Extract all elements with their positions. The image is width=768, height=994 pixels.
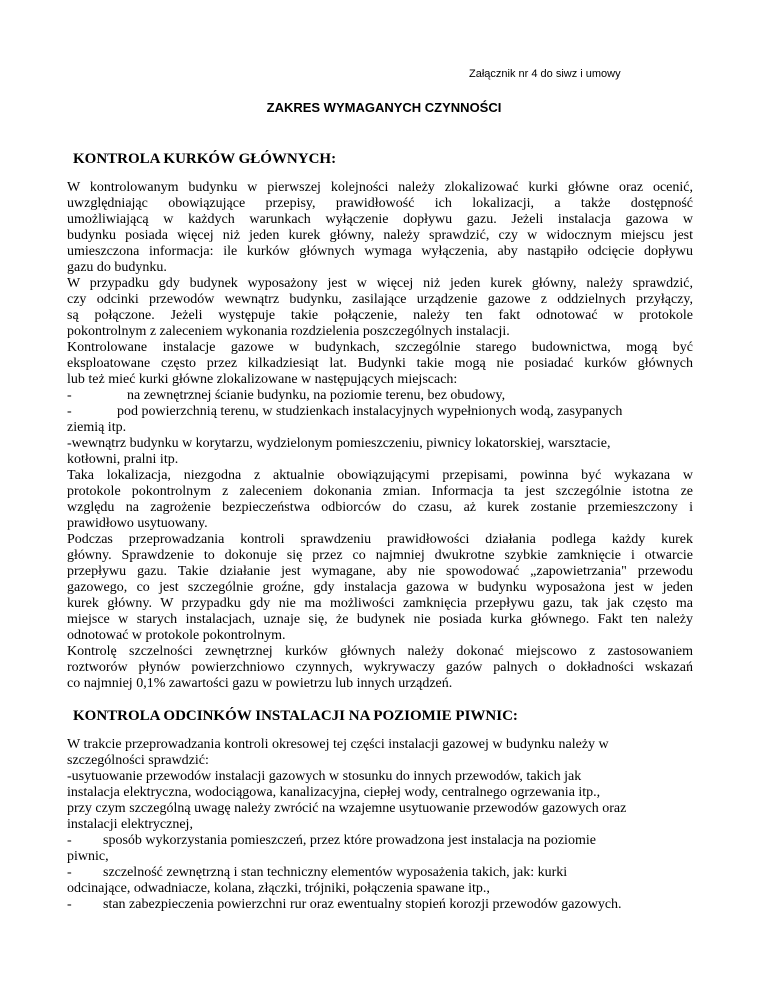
text-line: gazu do budynku. — [67, 260, 167, 275]
text-line: prawidłowo usytuowany. — [67, 516, 208, 531]
text-line: pokontrolnym z zaleceniem wykonania rozdzielenia poszczególnych instalacji. — [67, 324, 510, 339]
text-line: protokole pokontrolnym z zaleceniem dokonania zmian. Informacja ta jest szczególnie istotna ze — [67, 484, 693, 499]
text-line: lub też mieć kurki główne zlokalizowane w następujących miejscach: — [67, 372, 458, 387]
list-dash: - — [67, 865, 72, 880]
list-dash: - — [67, 404, 72, 419]
text-line: odnotować w protokole pokontrolnym. — [67, 628, 286, 643]
text-line: W kontrolowanym budynku w pierwszej kolejności należy zlokalizować kurki główne oraz ocenić, — [67, 180, 693, 195]
document-title: ZAKRES WYMAGANYCH CZYNNOŚCI — [266, 100, 502, 115]
text-line: Kontrolowane instalacje gazowe w budynkach, szczególnie starego budownictwa, mogą być — [67, 340, 693, 355]
text-line: miejsce w starych instalacjach, uznaje się, że budynek nie posiada kurka głównego. Fakt ten należy — [67, 612, 693, 627]
text-line: roztworów płynów powierzchniowo czynnych, wykrywaczy gazów palnych o dokładności wskazań — [67, 660, 693, 675]
text-line: piwnic, — [67, 849, 109, 864]
text-line: Taka lokalizacja, niezgodna z aktualnie obowiązującymi przepisami, powinna być wykazana w — [67, 468, 693, 483]
text-line: instalacji elektrycznej, — [67, 817, 193, 832]
text-line: kotłowni, pralni itp. — [67, 452, 179, 467]
annex-label: Załącznik nr 4 do siwz i umowy — [469, 68, 621, 80]
list-item: -usytuowanie przewodów instalacji gazowych w stosunku do innych przewodów, takich jak — [67, 769, 582, 784]
text-line: szczególności sprawdzić: — [67, 753, 209, 768]
text-line: kurek główny. W przypadku gdy nie ma możliwości zamknięcia przepływu gazu, tak jak często ma — [67, 596, 693, 611]
list-item: pod powierzchnią terenu, w studzienkach instalacyjnych wypełnionych wodą, zasypanych — [117, 404, 623, 419]
text-line: ziemią itp. — [67, 420, 127, 435]
list-item: -wewnątrz budynku w korytarzu, wydzielonym pomieszczeniu, piwnicy lokatorskiej, warsztacie, — [67, 436, 611, 451]
list-dash: - — [67, 897, 72, 912]
text-line: Kontrolę szczelności zewnętrznej kurków głównych należy dokonać miejscowo z zastosowaniem — [67, 644, 693, 659]
text-line: W trakcie przeprowadzania kontroli okresowej tej części instalacji gazowej w budynku należy w — [67, 737, 609, 752]
text-line: W przypadku gdy budynek wyposażony jest w więcej niż jeden kurek główny, należy sprawdzić, — [67, 276, 693, 291]
text-line: budynku posiada więcej niż jeden kurek główny, należy sprawdzić, czy w widocznym miejscu jest — [67, 228, 693, 243]
list-dash: - — [67, 388, 72, 403]
list-item: sposób wykorzystania pomieszczeń, przez które prowadzona jest instalacja na poziomie — [103, 833, 596, 848]
text-line: główny. Sprawdzenie to dokonuje się przez co najmniej dwukrotne szybkie zamknięcie i otwarcie — [67, 548, 693, 563]
text-line: czy odcinki przewodów wewnątrz budynku, zasilające urządzenie gazowe z oddzielnych przyłączy, — [67, 292, 693, 307]
text-line: instalacja elektryczna, wodociągowa, kanalizacyjna, ciepłej wody, centralnego ogrzewania itp., — [67, 785, 601, 800]
text-line: są połączone. Jeżeli występuje takie połączenie, należy ten fakt odnotować w protokole — [67, 308, 693, 323]
text-line: eksploatowane często przez kilkadziesiąt lat. Budynki takie mogą nie posiadać kurków głównych — [67, 356, 693, 371]
text-line: uwzględniając obowiązujące przepisy, prawidłowość ich lokalizacji, a także dostępność — [67, 196, 693, 211]
list-item: na zewnętrznej ścianie budynku, na poziomie terenu, bez obudowy, — [127, 388, 506, 403]
text-line: gazowego, co jest szczególnie groźne, gdy instalacja gazowa w budynku wyposażona jest w jeden — [67, 580, 693, 595]
text-line: przepływu gazu. Takie działanie jest wymagane, aby nie spowodować „zapowietrzania" przewodu — [67, 564, 693, 579]
text-line: co najmniej 0,1% zawartości gazu w powietrzu lub innych urządzeń. — [67, 676, 453, 691]
text-line: odcinające, odwadniacze, kolana, złączki, trójniki, połączenia spawane itp., — [67, 881, 490, 896]
section-heading-basement: KONTROLA ODCINKÓW INSTALACJI NA POZIOMIE PIWNIC: — [73, 708, 518, 724]
text-line: przy czym szczególną uwagę należy zwrócić na wzajemne usytuowanie przewodów gazowych oraz — [67, 801, 627, 816]
list-item: stan zabezpieczenia powierzchni rur oraz ewentualny stopień korozji przewodów gazowych. — [103, 897, 622, 912]
text-line: względu na zagrożenie bezpieczeństwa odbiorców do czasu, aż kurek zostanie przemieszczony i — [67, 500, 693, 515]
text-line: Podczas przeprowadzania kontroli sprawdzeniu prawidłowości działania podlega każdy kurek — [67, 532, 693, 547]
section-heading-main-valves: KONTROLA KURKÓW GŁÓWNYCH: — [73, 151, 337, 167]
list-item: szczelność zewnętrzną i stan techniczny elementów wyposażenia takich, jak: kurki — [103, 865, 568, 880]
text-line: umożliwiającą w każdych warunkach wyłączenie dopływu gazu. Jeżeli instalacja gazowa w — [67, 212, 693, 227]
text-line: umieszczona informacja: ile kurków głównych wymaga wyłączenia, aby nastąpiło odcięcie dopływu — [67, 244, 693, 259]
list-dash: - — [67, 833, 72, 848]
